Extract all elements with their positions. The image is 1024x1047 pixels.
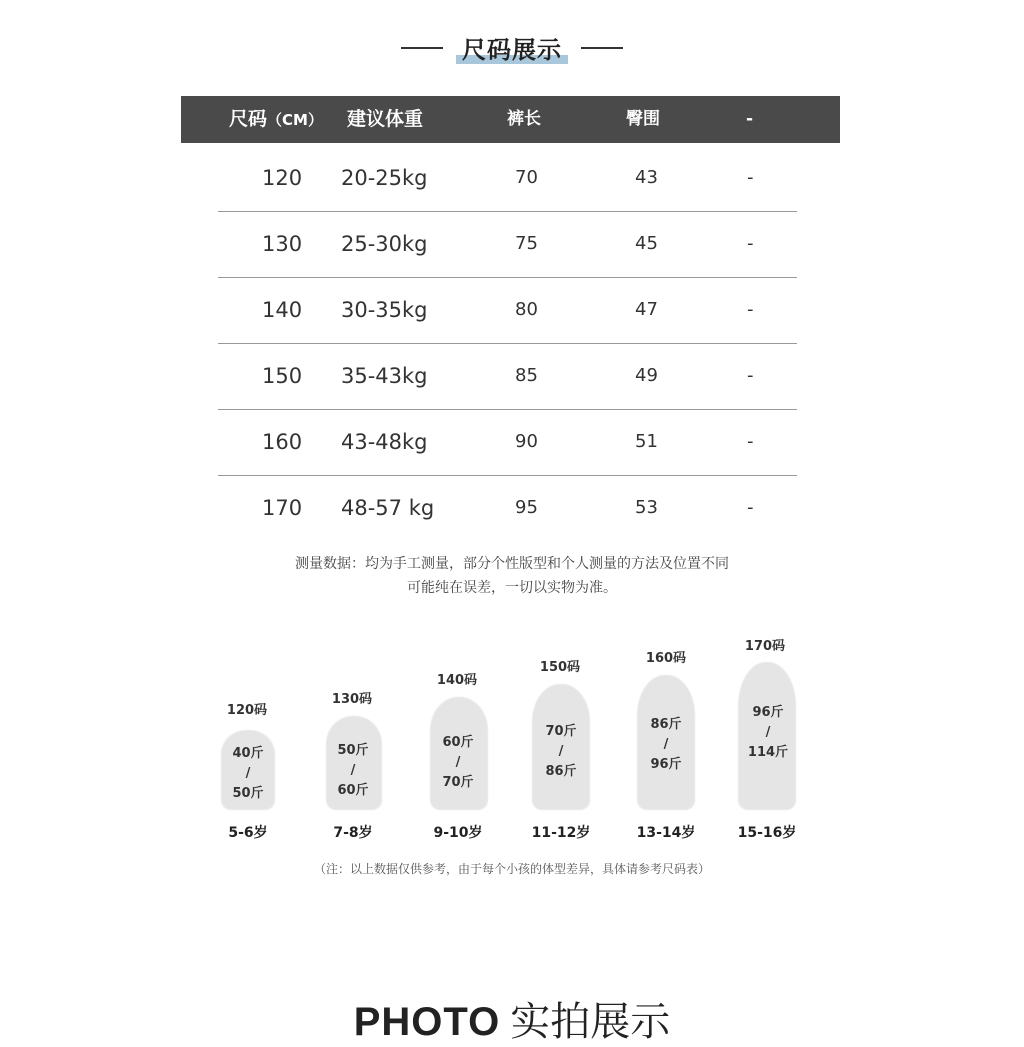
cell-hip: 49 [635,365,658,386]
measurement-note-line1: 测量数据：均为手工测量，部分个性版型和个人测量的方法及位置不同 [295,556,729,572]
cell-weight: 20-25kg [341,166,428,190]
cell-weight: 25-30kg [341,232,428,256]
cell-length: 90 [515,431,538,452]
cell-hip: 51 [635,431,658,452]
cell-hip: 45 [635,233,658,254]
cell-hip: 53 [635,497,658,518]
section-title-text: 尺码展示 [456,30,568,65]
size-guide-weight: 96斤 / 114斤 [747,705,789,760]
size-guide-age: 15-16岁 [737,825,797,841]
cell-length: 80 [515,299,538,320]
cell-extra: - [747,497,754,518]
size-guide-age: 7-8岁 [333,825,373,841]
cell-extra: - [747,365,754,386]
cell-extra: - [747,431,754,452]
size-guide-label: 130码 [331,692,373,707]
header-extra: - [746,109,754,129]
cell-length: 75 [515,233,538,254]
header-length: 裤长 [507,109,541,129]
header-hip: 臀围 [626,109,660,129]
size-guide-age: 11-12岁 [531,825,591,841]
cell-hip: 47 [635,299,658,320]
size-guide-label: 160码 [645,651,687,666]
cell-extra: - [747,167,754,188]
header-weight: 建议体重 [347,108,424,130]
cell-extra: - [747,299,754,320]
cell-hip: 43 [635,167,658,188]
cell-length: 70 [515,167,538,188]
size-guide-label: 170码 [744,639,786,654]
photo-section-title [0,990,1024,1047]
size-guide-label: 150码 [539,660,581,675]
size-guide-weight: 70斤 / 86斤 [545,724,577,779]
size-guide-label: 140码 [436,673,478,688]
size-guide-weight: 86斤 / 96斤 [650,717,682,772]
size-guide-weight: 40斤 / 50斤 [232,746,264,801]
size-guide-age: 9-10岁 [433,825,483,841]
cell-length: 95 [515,497,538,518]
cell-weight: 43-48kg [341,430,428,454]
size-guide-footnote: （注：以上数据仅供参考，由于每个小孩的体型差异，具体请参考尺码表） [313,862,710,876]
cell-length: 85 [515,365,538,386]
cell-size: 120 [262,166,303,190]
cell-size: 150 [262,364,303,388]
cell-size: 170 [262,496,303,520]
size-guide-weight: 60斤 / 70斤 [442,735,474,790]
cell-size: 160 [262,430,303,454]
photo-title-en: PHOTO [353,1000,501,1044]
cell-weight: 35-43kg [341,364,428,388]
measurement-note-line2: 可能纯在误差，一切以实物为准。 [407,580,617,596]
cell-size: 130 [262,232,303,256]
size-guide-weight: 50斤 / 60斤 [337,743,369,798]
cell-weight: 48-57 kg [341,496,435,520]
photo-title-cn: 实拍展示 [510,999,671,1045]
header-size: 尺码（CM） [229,108,323,130]
size-guide-age: 5-6岁 [228,825,268,841]
cell-extra: - [747,233,754,254]
cell-weight: 30-35kg [341,298,428,322]
size-guide-label: 120码 [226,703,268,718]
size-guide-age: 13-14岁 [636,825,696,841]
cell-size: 140 [262,298,303,322]
